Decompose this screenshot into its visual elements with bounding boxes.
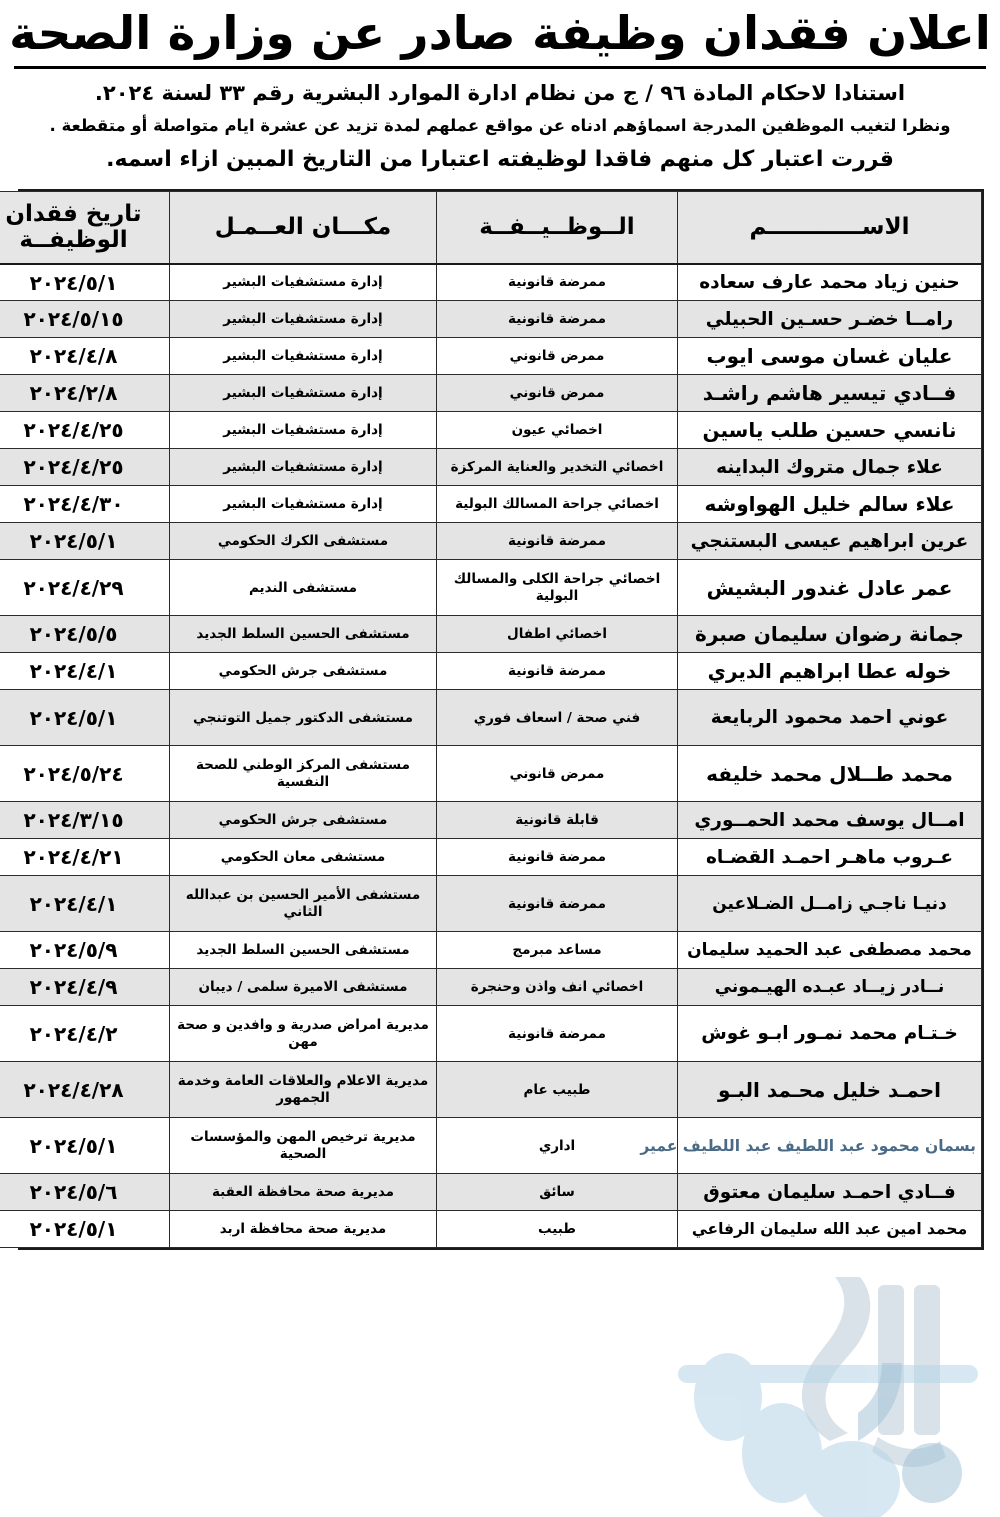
- cell-job-title: ممرضة قانونية: [437, 1006, 678, 1062]
- cell-workplace: مديرية ترخيص المهن والمؤسسات الصحية: [170, 1118, 437, 1174]
- table-row: [0, 486, 982, 523]
- cell-loss-date: ٢٠٢٤/٤/١: [0, 876, 170, 932]
- cell-employee-name: علاء سالم خليل الهواوشه: [678, 486, 982, 523]
- cell-loss-date: ٢٠٢٤/٥/١: [0, 1211, 170, 1248]
- table-row: [0, 264, 982, 301]
- table-row: [0, 412, 982, 449]
- table-header-row: [0, 191, 982, 263]
- page-title: اعلان فقدان وظيفة صادر عن وزارة الصحة: [9, 6, 991, 60]
- cell-workplace: مستشفى جرش الحكومي: [170, 802, 437, 839]
- cell-job-title: فني صحة / اسعاف فوري: [437, 690, 678, 746]
- table-row: [0, 616, 982, 653]
- cell-employee-name: فــادي تيسير هاشم راشـد: [678, 375, 982, 412]
- cell-workplace: مستشفى الكرك الحكومي: [170, 523, 437, 560]
- cell-workplace: مستشفى الحسين السلط الجديد: [170, 616, 437, 653]
- cell-workplace: مستشفى معان الحكومي: [170, 839, 437, 876]
- cell-loss-date: ٢٠٢٤/٥/١: [0, 523, 170, 560]
- table-row: [0, 1118, 982, 1174]
- table-row: [0, 560, 982, 616]
- cell-workplace: مستشفى الحسين السلط الجديد: [170, 932, 437, 969]
- cell-employee-name: جمانة رضوان سليمان صبرة: [678, 616, 982, 653]
- table-row: [0, 1211, 982, 1248]
- table-header: [0, 191, 982, 263]
- cell-loss-date: ٢٠٢٤/٣/١٥: [0, 802, 170, 839]
- cell-loss-date: ٢٠٢٤/٤/٢٨: [0, 1062, 170, 1118]
- cell-loss-date: ٢٠٢٤/٤/١: [0, 653, 170, 690]
- cell-job-title: ممرض قانوني: [437, 746, 678, 802]
- title-divider: [14, 66, 986, 69]
- cell-workplace: مستشفى الأمير الحسين بن عبدالله الثاني: [170, 876, 437, 932]
- employee-listing-table: [0, 191, 982, 1248]
- cell-employee-name: خوله عطا ابراهيم الديري: [678, 653, 982, 690]
- cell-loss-date: ٢٠٢٤/٥/٢٤: [0, 746, 170, 802]
- cell-loss-date: ٢٠٢٤/٤/٢٩: [0, 560, 170, 616]
- cell-job-title: سائق: [437, 1174, 678, 1211]
- cell-job-title: طبيب: [437, 1211, 678, 1248]
- cell-employee-name: عليان غسان موسى ايوب: [678, 338, 982, 375]
- table-row: [0, 1174, 982, 1211]
- cell-loss-date: ٢٠٢٤/٤/٢٥: [0, 449, 170, 486]
- cell-workplace: إدارة مستشفيات البشير: [170, 449, 437, 486]
- table-row: [0, 375, 982, 412]
- cell-job-title: قابلة قانونية: [437, 802, 678, 839]
- cell-job-title: اخصائي عيون: [437, 412, 678, 449]
- cell-loss-date: ٢٠٢٤/٢/٨: [0, 375, 170, 412]
- cell-loss-date: ٢٠٢٤/٤/٢٥: [0, 412, 170, 449]
- column-header-job: الــوظــيــفــة: [437, 191, 678, 263]
- table-row: [0, 338, 982, 375]
- cell-loss-date: ٢٠٢٤/٤/٣٠: [0, 486, 170, 523]
- table-body: [0, 264, 982, 1248]
- cell-employee-name: محمد مصطفى عبد الحميد سليمان: [678, 932, 982, 969]
- cell-job-title: ممرضة قانونية: [437, 264, 678, 301]
- table-row: [0, 876, 982, 932]
- cell-employee-name: عمر عادل غندور البشيش: [678, 560, 982, 616]
- announcement-block: [0, 8, 1000, 175]
- column-header-name: الاســــــــــــم: [678, 191, 982, 263]
- table-row: [0, 449, 982, 486]
- cell-job-title: اداري: [437, 1118, 678, 1174]
- cell-loss-date: ٢٠٢٤/٤/٢١: [0, 839, 170, 876]
- cell-job-title: ممرضة قانونية: [437, 301, 678, 338]
- cell-loss-date: ٢٠٢٤/٥/٩: [0, 932, 170, 969]
- cell-workplace: مستشفى جرش الحكومي: [170, 653, 437, 690]
- cell-job-title: ممرض قانوني: [437, 338, 678, 375]
- cell-job-title: اخصائي جراحة المسالك البولية: [437, 486, 678, 523]
- cell-loss-date: ٢٠٢٤/٤/٨: [0, 338, 170, 375]
- table-row: [0, 802, 982, 839]
- cell-employee-name: امــال يوسف محمد الحمــوري: [678, 802, 982, 839]
- cell-loss-date: ٢٠٢٤/٤/٢: [0, 1006, 170, 1062]
- cell-employee-name: محمد طــلال محمد خليفه: [678, 746, 982, 802]
- cell-loss-date: ٢٠٢٤/٥/٥: [0, 616, 170, 653]
- table-row: [0, 690, 982, 746]
- cell-loss-date: ٢٠٢٤/٥/٦: [0, 1174, 170, 1211]
- cell-job-title: ممرضة قانونية: [437, 523, 678, 560]
- cell-employee-name: حنين زياد محمد عارف سعاده: [678, 264, 982, 301]
- cell-job-title: طبيب عام: [437, 1062, 678, 1118]
- cell-employee-name: بسمان محمود عبد اللطيف عبد اللطيف عمير: [678, 1118, 982, 1174]
- cell-loss-date: ٢٠٢٤/٥/١: [0, 690, 170, 746]
- newspaper-watermark-logo: [664, 1277, 994, 1517]
- cell-loss-date: ٢٠٢٤/٥/١٥: [0, 301, 170, 338]
- table-row: [0, 932, 982, 969]
- cell-employee-name: عوني احمد محمود الربايعة: [678, 690, 982, 746]
- cell-job-title: ممرضة قانونية: [437, 839, 678, 876]
- cell-employee-name: خـتـام محمد نمـور ابـو غوش: [678, 1006, 982, 1062]
- cell-workplace: مديرية امراض صدرية و وافدين و صحة مهن: [170, 1006, 437, 1062]
- cell-workplace: مستشفى الاميرة سلمى / ديبان: [170, 969, 437, 1006]
- employee-listing-table-wrapper: [5, 189, 984, 1250]
- cell-job-title: اخصائي جراحة الكلى والمسالك البولية: [437, 560, 678, 616]
- cell-job-title: ممرض قانوني: [437, 375, 678, 412]
- cell-job-title: اخصائي اطفال: [437, 616, 678, 653]
- table-row: [0, 653, 982, 690]
- cell-job-title: اخصائي التخدير والعناية المركزة: [437, 449, 678, 486]
- cell-workplace: مديرية الاعلام والعلاقات العامة وخدمة الجمهور: [170, 1062, 437, 1118]
- table-row: [0, 969, 982, 1006]
- cell-workplace: إدارة مستشفيات البشير: [170, 412, 437, 449]
- cell-job-title: ممرضة قانونية: [437, 876, 678, 932]
- column-header-workplace: مكـــان العــمـل: [170, 191, 437, 263]
- cell-job-title: ممرضة قانونية: [437, 653, 678, 690]
- cell-job-title: اخصائي انف واذن وحنجرة: [437, 969, 678, 1006]
- table-row: [0, 1062, 982, 1118]
- cell-workplace: مستشفى الدكتور جميل التوتنجي: [170, 690, 437, 746]
- cell-workplace: مديرية صحة محافظة اربد: [170, 1211, 437, 1248]
- reason-text: ونظرا لتغيب الموظفين المدرجة اسماؤهم ادناه عن مواقع عملهم لمدة تزيد عن عشرة ايام متواصلة أو متقطعة .: [49, 115, 951, 135]
- cell-loss-date: ٢٠٢٤/٥/١: [0, 1118, 170, 1174]
- column-header-date: تاريخ فقدان الوظيفــة: [0, 191, 170, 263]
- cell-employee-name: دنيـا ناجـي زامــل الضـلاعين: [678, 876, 982, 932]
- cell-employee-name: احمـد خليل محـمد البـو: [678, 1062, 982, 1118]
- cell-loss-date: ٢٠٢٤/٥/١: [0, 264, 170, 301]
- table-row: [0, 301, 982, 338]
- cell-workplace: إدارة مستشفيات البشير: [170, 264, 437, 301]
- cell-employee-name: رامــا خضـر حسـين الحبيلي: [678, 301, 982, 338]
- table-row: [0, 839, 982, 876]
- cell-workplace: إدارة مستشفيات البشير: [170, 338, 437, 375]
- cell-loss-date: ٢٠٢٤/٤/٩: [0, 969, 170, 1006]
- cell-job-title: مساعد مبرمج: [437, 932, 678, 969]
- cell-workplace: إدارة مستشفيات البشير: [170, 375, 437, 412]
- cell-employee-name: علاء جمال متروك البداينه: [678, 449, 982, 486]
- table-row: [0, 746, 982, 802]
- table-row: [0, 1006, 982, 1062]
- cell-employee-name: عرين ابراهيم عيسى البستنجي: [678, 523, 982, 560]
- decision-text: قررت اعتبار كل منهم فاقدا لوظيفته اعتبارا من التاريخ المبين ازاء اسمه.: [106, 147, 894, 173]
- cell-employee-name: عـروب ماهـر احمـد القضـاه: [678, 839, 982, 876]
- cell-workplace: مستشفى المركز الوطني للصحة النفسية: [170, 746, 437, 802]
- table-row: [0, 523, 982, 560]
- legal-basis-text: استنادا لاحكام المادة ٩٦ / ج من نظام ادارة الموارد البشرية رقم ٣٣ لسنة ٢٠٢٤.: [94, 80, 906, 105]
- cell-employee-name: نــادر زيــاد عبـده الهيـموني: [678, 969, 982, 1006]
- cell-employee-name: محمد امين عبد الله سليمان الرفاعي: [678, 1211, 982, 1248]
- cell-employee-name: نانسي حسين طلب ياسين: [678, 412, 982, 449]
- cell-workplace: إدارة مستشفيات البشير: [170, 301, 437, 338]
- cell-employee-name: فــادي احمـد سليمان معتوق: [678, 1174, 982, 1211]
- cell-workplace: إدارة مستشفيات البشير: [170, 486, 437, 523]
- cell-workplace: مديرية صحة محافظة العقبة: [170, 1174, 437, 1211]
- cell-workplace: مستشفى النديم: [170, 560, 437, 616]
